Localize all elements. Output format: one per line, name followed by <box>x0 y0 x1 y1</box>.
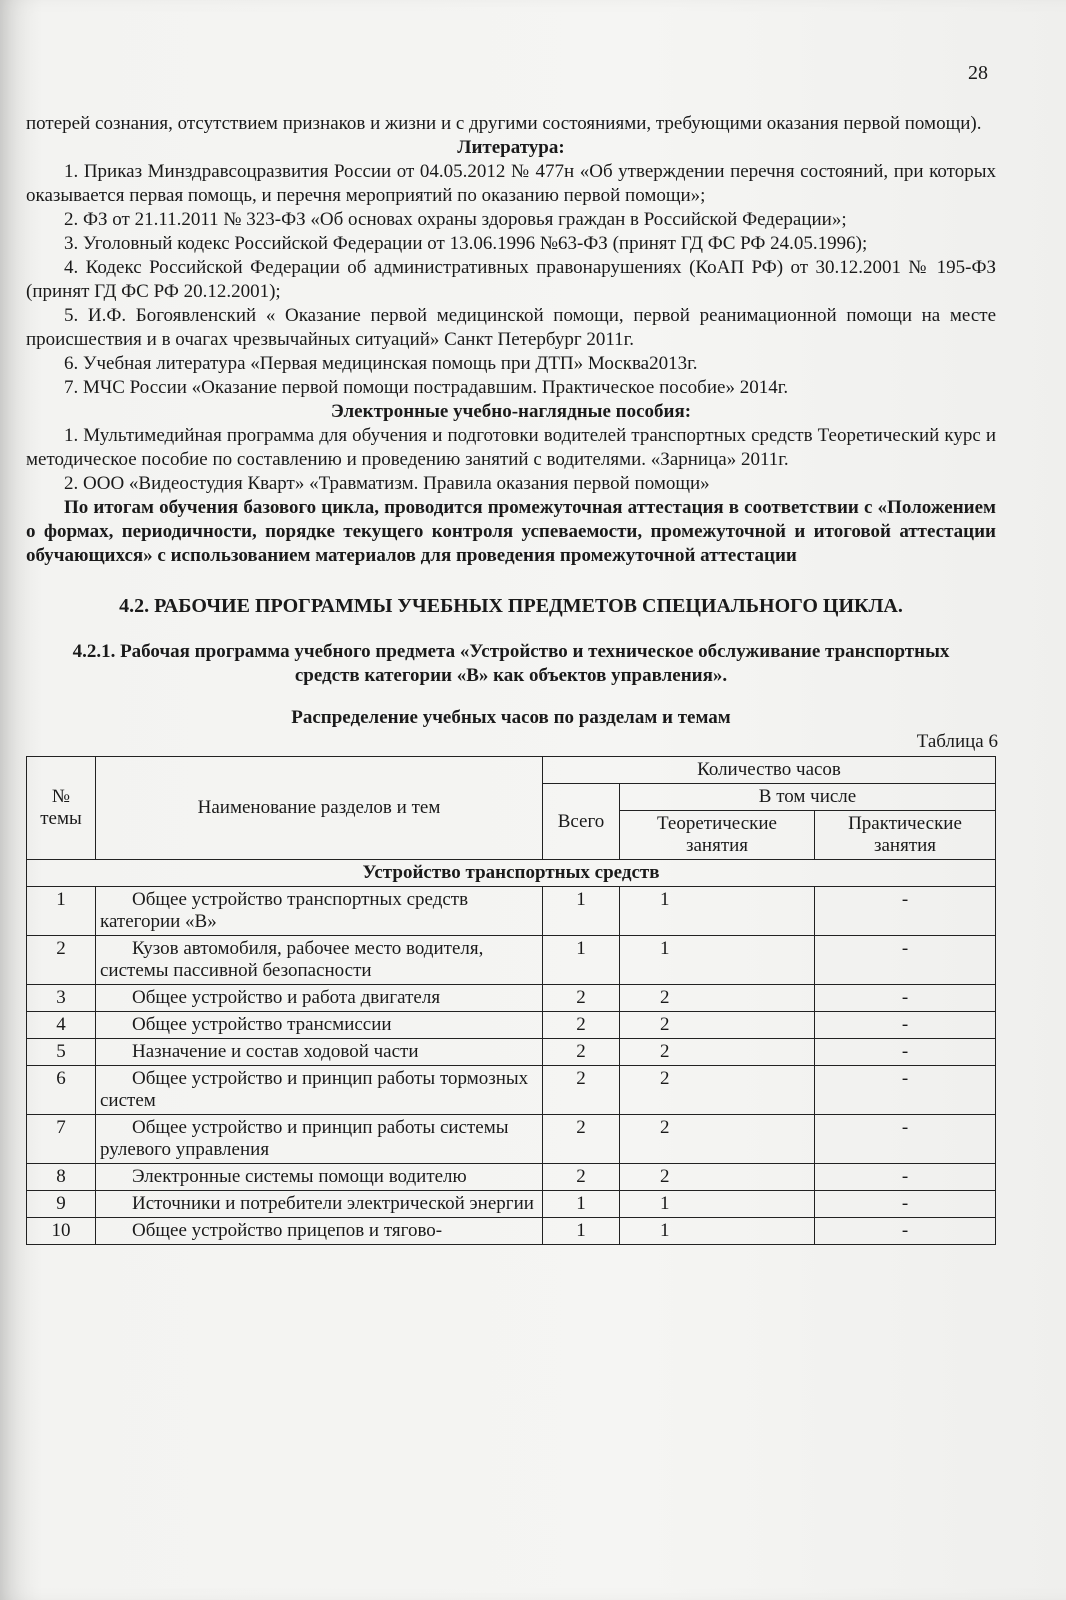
row-name: Общее устройство и принцип работы тормозных систем <box>96 1066 543 1115</box>
row-num: 4 <box>27 1012 96 1039</box>
electronic-item: 2. ООО «Видеостудия Кварт» «Травматизм. Правила оказания первой помощи» <box>64 473 710 494</box>
header-hours: Количество часов <box>543 757 996 784</box>
literature-item: 4. Кодекс Российской Федерации об административных правонарушениях (КоАП РФ) от 30.12.2001 № 195-ФЗ (принят ГД ФС РФ 20.12.2001); <box>26 257 996 302</box>
header-theory: Теоретические занятия <box>620 811 815 860</box>
literature-item: 2. ФЗ от 21.11.2011 № 323-ФЗ «Об основах охраны здоровья граждан в Российской Федерации»; <box>64 209 847 230</box>
literature-item: 7. МЧС России «Оказание первой помощи пострадавшим. Практическое пособие» 2014г. <box>64 377 789 398</box>
row-total: 1 <box>543 936 620 985</box>
row-theory: 2 <box>620 1039 815 1066</box>
table-row <box>27 1218 996 1245</box>
row-total: 2 <box>543 985 620 1012</box>
row-total: 2 <box>543 1039 620 1066</box>
row-practice: - <box>815 1191 996 1218</box>
header-including: В том числе <box>620 784 996 811</box>
row-total: 1 <box>543 1191 620 1218</box>
row-name: Общее устройство трансмиссии <box>96 1012 543 1039</box>
literature-item: 3. Уголовный кодекс Российской Федерации от 13.06.1996 №63-ФЗ (принят ГД ФС РФ 24.05.1996); <box>64 233 868 254</box>
table-row <box>27 1164 996 1191</box>
page-content <box>26 112 996 1245</box>
electronic-item: 1. Мультимедийная программа для обучения и подготовки водителей транспортных средств Теоретический курс и методическое пособие по составлению и проведению занятий с водителями. «Зарница» 2011г. <box>26 425 996 470</box>
row-name: Назначение и состав ходовой части <box>96 1039 543 1066</box>
table-row <box>27 936 996 985</box>
section-heading: 4.2. РАБОЧИЕ ПРОГРАММЫ УЧЕБНЫХ ПРЕДМЕТОВ СПЕЦИАЛЬНОГО ЦИКЛА. <box>119 595 903 617</box>
table-header-row <box>27 757 996 784</box>
row-total: 1 <box>543 887 620 936</box>
row-total: 1 <box>543 1218 620 1245</box>
row-num: 7 <box>27 1115 96 1164</box>
row-practice: - <box>815 1066 996 1115</box>
row-practice: - <box>815 1115 996 1164</box>
table-row <box>27 1039 996 1066</box>
row-num: 10 <box>27 1218 96 1245</box>
page-number: 28 <box>968 62 988 84</box>
row-practice: - <box>815 1218 996 1245</box>
attestation-paragraph: По итогам обучения базового цикла, проводится промежуточная аттестация в соответствии с «Положением о формах, периодичности, порядке текущего контроля успеваемости, промежуточной и итоговой аттестации обучающихся» с использованием материалов для проведения промежуточной аттестации <box>26 497 996 566</box>
table-row <box>27 1066 996 1115</box>
row-name: Электронные системы помощи водителю <box>96 1164 543 1191</box>
row-practice: - <box>815 1012 996 1039</box>
subsection-heading: 4.2.1. Рабочая программа учебного предмета «Устройство и техническое обслуживание транспортных средств категории «В» как объектов управления». <box>72 641 950 686</box>
electronic-heading: Электронные учебно-наглядные пособия: <box>330 401 692 422</box>
table-section-row <box>27 860 996 887</box>
row-theory: 2 <box>620 1115 815 1164</box>
row-theory: 2 <box>620 1066 815 1115</box>
row-total: 2 <box>543 1115 620 1164</box>
row-num: 9 <box>27 1191 96 1218</box>
row-theory: 2 <box>620 1012 815 1039</box>
header-practice: Практические занятия <box>815 811 996 860</box>
table-row <box>27 1012 996 1039</box>
row-practice: - <box>815 1039 996 1066</box>
row-theory: 1 <box>620 1218 815 1245</box>
header-name: Наименование разделов и тем <box>96 757 543 860</box>
table-row <box>27 1191 996 1218</box>
literature-item: 6. Учебная литература «Первая медицинская помощь при ДТП» Москва2013г. <box>64 353 698 374</box>
table-row <box>27 985 996 1012</box>
row-name: Источники и потребители электрической энергии <box>96 1191 543 1218</box>
row-theory: 1 <box>620 887 815 936</box>
table-row <box>27 1115 996 1164</box>
table-caption: Таблица 6 <box>916 731 998 752</box>
row-theory: 2 <box>620 985 815 1012</box>
table-title: Распределение учебных часов по разделам и темам <box>291 707 731 728</box>
row-practice: - <box>815 985 996 1012</box>
row-practice: - <box>815 1164 996 1191</box>
row-total: 2 <box>543 1066 620 1115</box>
row-name: Общее устройство и работа двигателя <box>96 985 543 1012</box>
row-name: Кузов автомобиля, рабочее место водителя, системы пассивной безопасности <box>96 936 543 985</box>
section-title: Устройство транспортных средств <box>27 860 996 887</box>
header-num: № темы <box>27 757 96 860</box>
row-total: 2 <box>543 1164 620 1191</box>
intro-paragraph: потерей сознания, отсутствием признаков и жизни и с другими состояниями, требующими оказания первой помощи). <box>26 113 982 134</box>
literature-item: 5. И.Ф. Богоявленский « Оказание первой медицинской помощи, первой реанимационной помощи на месте происшествия и в очагах чрезвычайных ситуаций» Санкт Петербург 2011г. <box>26 305 996 350</box>
row-name: Общее устройство транспортных средств категории «В» <box>96 887 543 936</box>
row-theory: 1 <box>620 1191 815 1218</box>
literature-heading: Литература: <box>457 137 565 158</box>
hours-table <box>26 756 996 1245</box>
row-theory: 2 <box>620 1164 815 1191</box>
row-num: 6 <box>27 1066 96 1115</box>
row-num: 1 <box>27 887 96 936</box>
row-num: 5 <box>27 1039 96 1066</box>
header-total: Всего <box>543 784 620 860</box>
row-practice: - <box>815 887 996 936</box>
row-total: 2 <box>543 1012 620 1039</box>
row-practice: - <box>815 936 996 985</box>
row-num: 8 <box>27 1164 96 1191</box>
table-row <box>27 887 996 936</box>
row-theory: 1 <box>620 936 815 985</box>
row-num: 3 <box>27 985 96 1012</box>
row-name: Общее устройство и принцип работы системы рулевого управления <box>96 1115 543 1164</box>
row-num: 2 <box>27 936 96 985</box>
literature-item: 1. Приказ Минздравсоцразвития России от 04.05.2012 № 477н «Об утверждении перечня состояний, при которых оказывается первая помощь, и перечня мероприятий по оказанию первой помощи»; <box>26 161 996 206</box>
row-name: Общее устройство прицепов и тягово- <box>96 1218 543 1245</box>
